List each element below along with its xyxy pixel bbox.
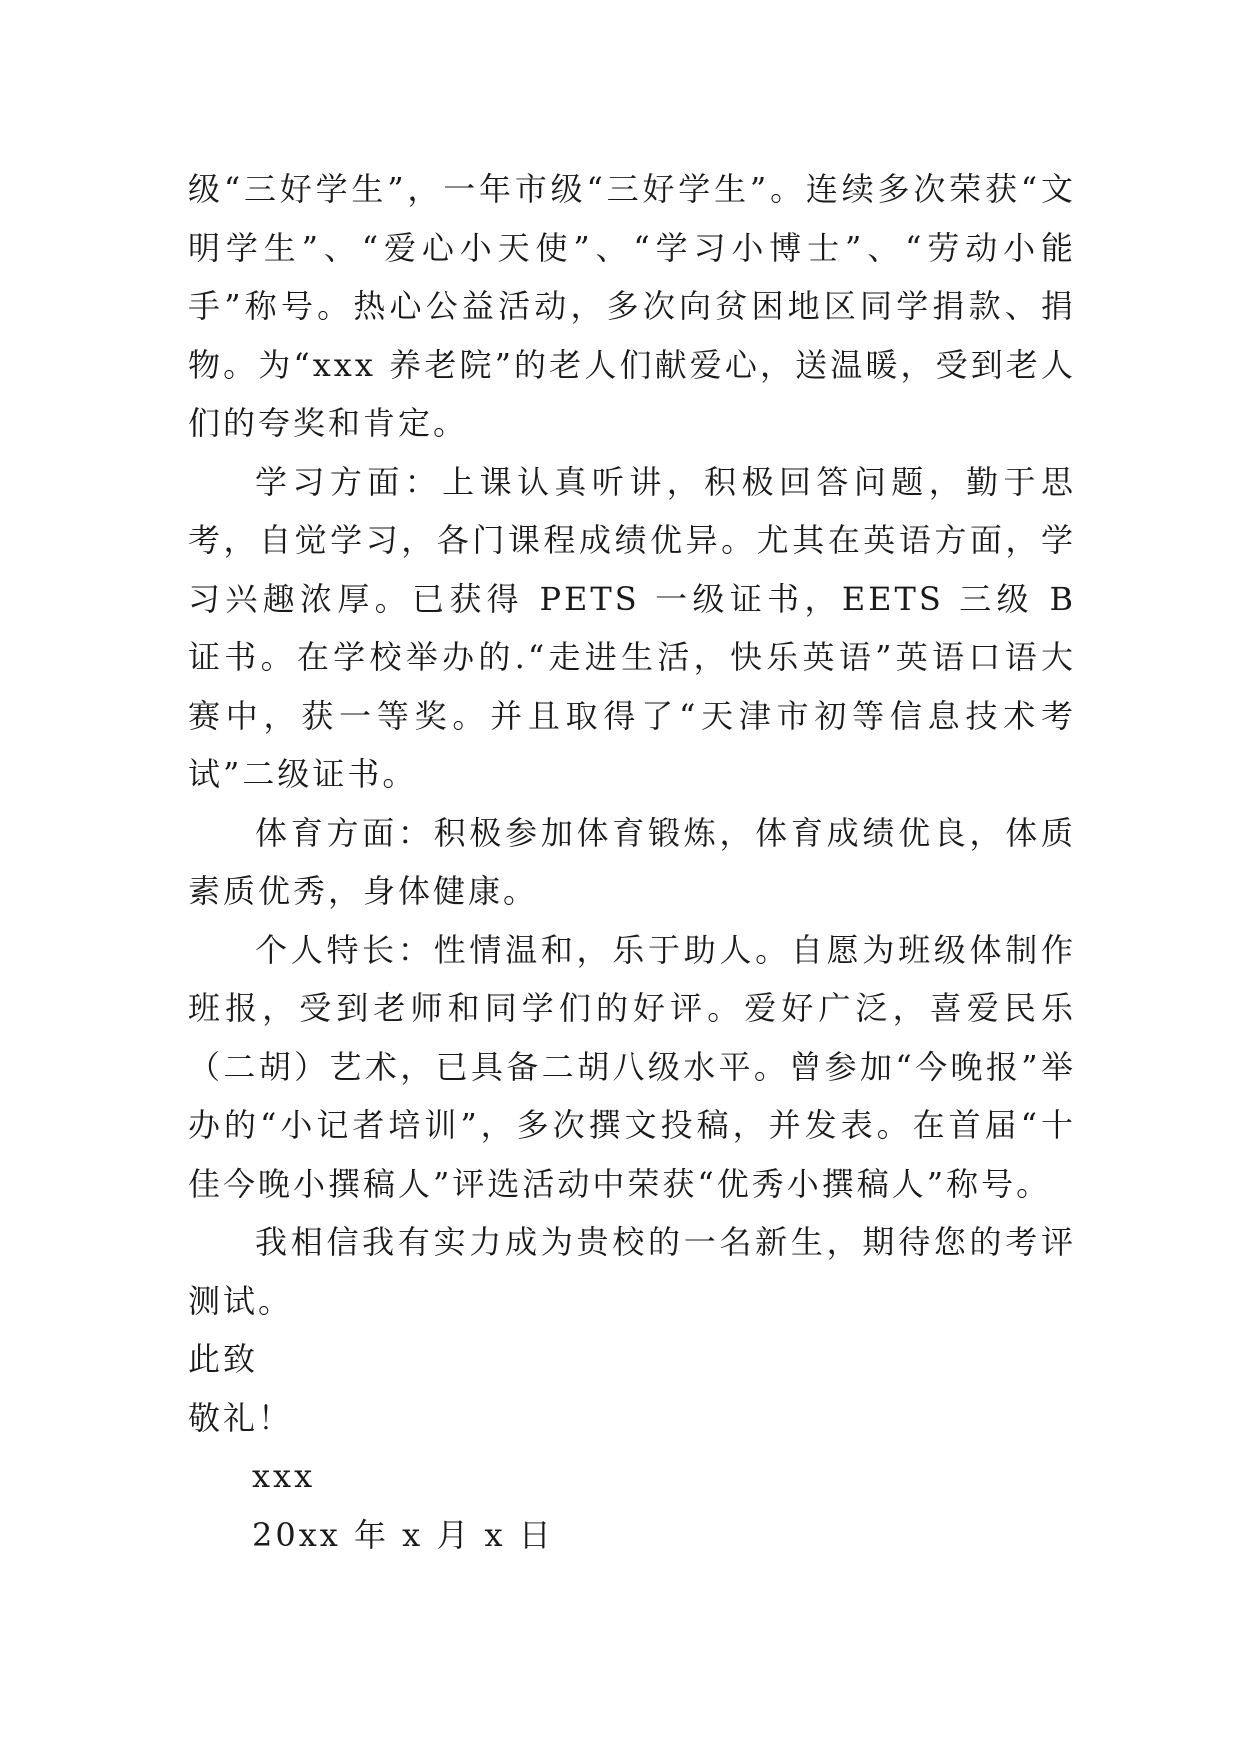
closing-regards: 敬礼！ [188,1398,294,1437]
closing-salutation: 此致 [188,1340,259,1378]
letter-body [188,160,1076,1564]
paragraph-sports: 体育方面：积极参加体育锻炼，体育成绩优良，体质素质优秀，身体健康。 [188,813,1076,910]
paragraph-study: 学习方面：上课认真听讲，积极回答问题，勤于思考，自觉学习，各门课程成绩优异。尤其在英语方面，学习兴趣浓厚。已获得 PETS 一级证书，EETS 三级 B 证书。在学校举办的.“走进生活，快乐英语”英语口语大赛中，获一等奖。并且取得了“天津市初等信息技术考试”二级证书。 [188,462,1076,793]
signature-date: 20xx 年 x 月 x 日 [252,1515,554,1554]
paragraph-honors: 级“三好学生”，一年市级“三好学生”。连续多次荣获“文明学生”、“爱心小天使”、“学习小博士”、“劳动小能手”称号。热心公益活动，多次向贫困地区同学捐款、捐物。为“xxx 养老院”的老人们献爱心，送温暖，受到老人们的夸奖和肯定。 [188,170,1076,442]
signature-name: xxx [252,1457,316,1495]
paragraph-specialty: 个人特长：性情温和，乐于助人。自愿为班级体制作班报，受到老师和同学们的好评。爱好广泛，喜爱民乐（二胡）艺术，已具备二胡八级水平。曾参加“今晚报”举办的“小记者培训”，多次撰文投稿，并发表。在首届“十佳今晚小撰稿人”评选活动中荣获“优秀小撰稿人”称号。 [188,930,1076,1203]
paragraph-conclusion: 我相信我有实力成为贵校的一名新生，期待您的考评测试。 [188,1223,1076,1320]
